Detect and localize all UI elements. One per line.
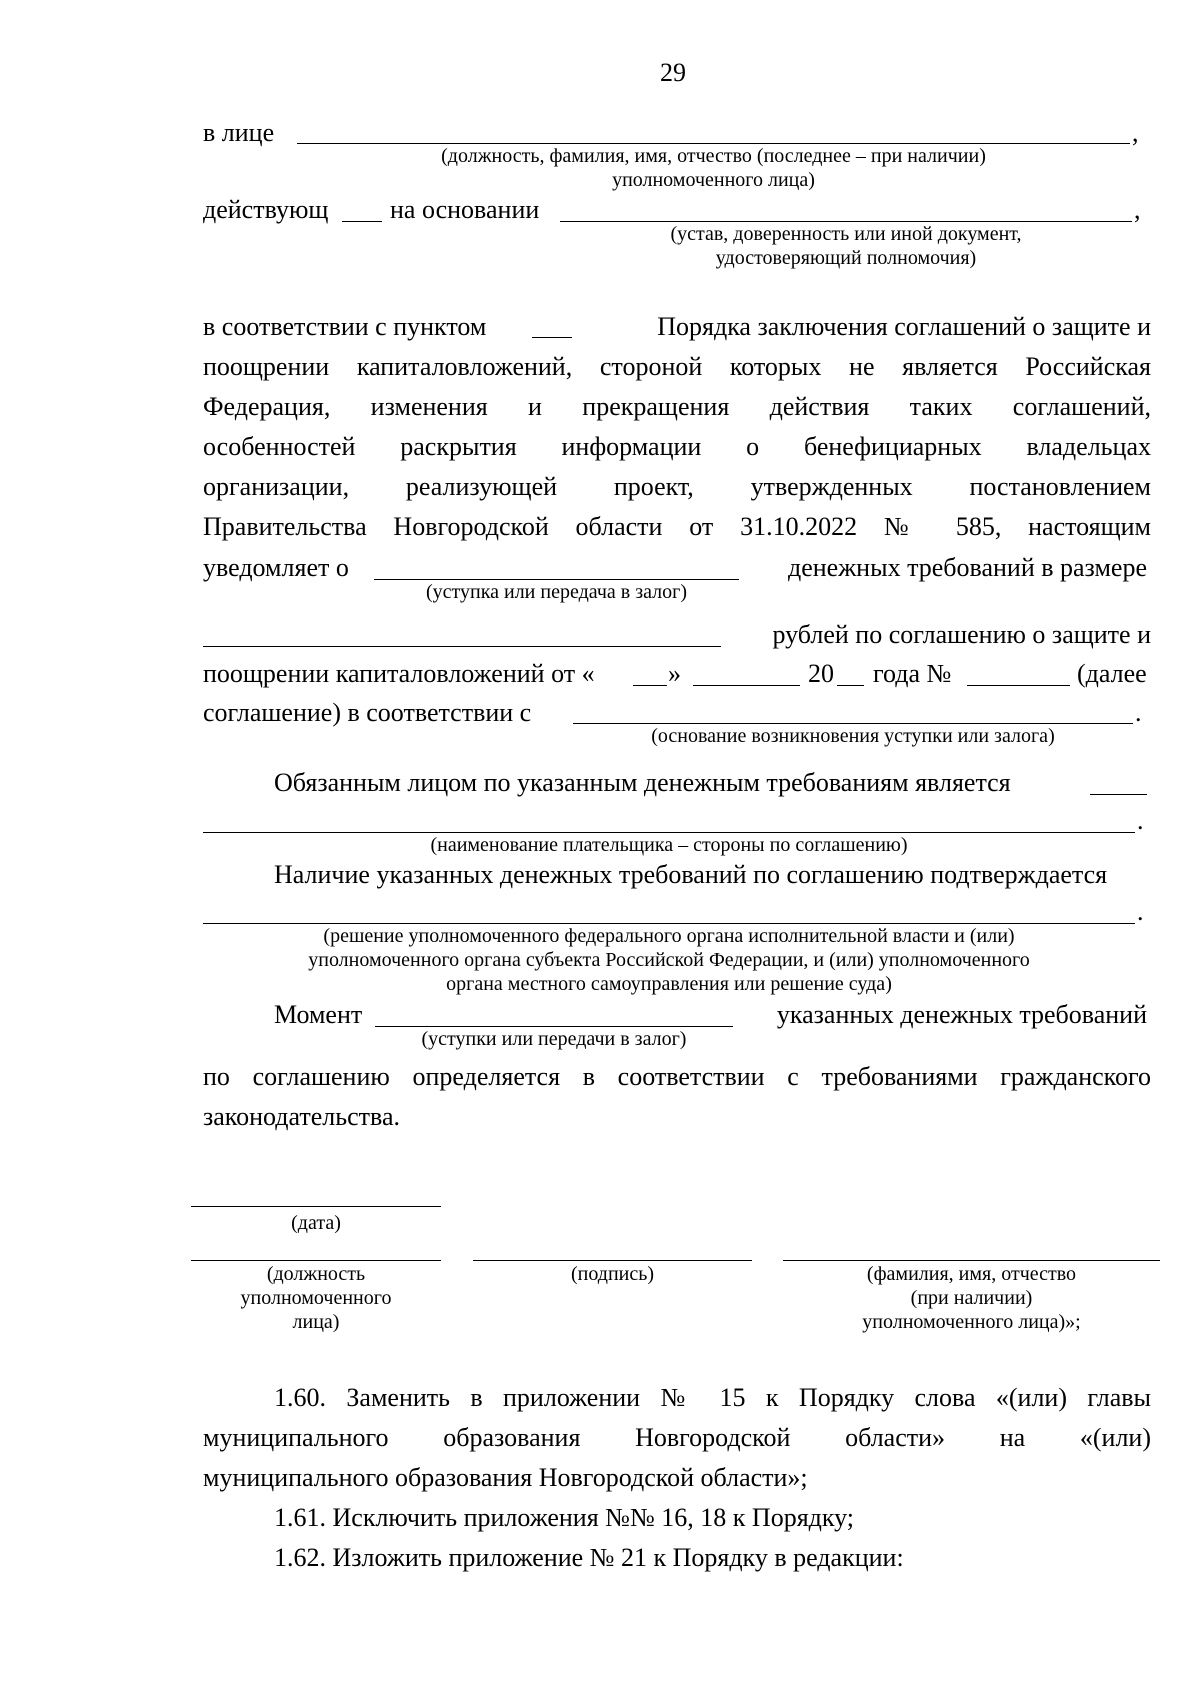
signature-label: (подпись) [570,1263,655,1285]
main-l1-blank [532,337,572,338]
in-person-comma: , [1132,118,1139,147]
main-l9-year-blank [837,685,864,686]
full-name-label-line3: уполномоченного лица)»; [862,1311,1081,1333]
main-l7-b: денежных требований в размере [788,553,1147,582]
acting-blank [342,221,382,222]
confirmation-note-line3: органа местного самоуправления или решение суда) [446,973,892,995]
obligor-text: Обязанным лицом по указанным денежным требованиям является [274,768,1011,797]
obligor-note: (наименование плательщика – стороны по соглашению) [430,834,908,856]
confirmation-note-line1: (решение уполномоченного федерального органа исполнительной власти и (или) [323,925,1015,947]
signature-line [473,1260,752,1261]
main-l9-a: поощрении капиталовложений от « [203,659,595,688]
main-l7-blank [374,579,739,580]
main-l4: особенностей раскрытия информации о бенефициарных владельцах [203,434,1151,461]
basis-note-line2: удостоверяющий полномочия) [715,247,977,269]
page-number: 29 [660,58,686,87]
on-basis-label: на основании [390,195,540,224]
main-l8-blank [203,646,721,647]
date-line [191,1206,441,1207]
main-l6: Правительства Новгородской области от 31.10.2022 № 585, настоящим [203,514,1151,541]
acting-label: действующ [203,195,329,224]
confirmation-note-line2: уполномоченного органа субъекта Российской Федерации, и (или) уполномоченного [308,949,1030,971]
main-l2: поощрении капиталовложений, стороной которых не является Российская [203,354,1151,381]
main-l9-c: 20 [808,659,834,688]
amendment-1-60-line3: муниципального образования Новгородской области»; [203,1463,808,1492]
position-label-line3: лица) [292,1311,340,1333]
position-label-line2: уполномоченного [240,1287,392,1309]
obligor-blank-2 [203,832,1135,833]
full-name-line [783,1260,1160,1261]
moment-blank [375,1026,733,1027]
main-l3: Федерация, изменения и прекращения действия таких соглашений, [203,394,1151,421]
main-l10-a: соглашение) в соответствии с [203,698,532,727]
position-line [191,1260,441,1261]
main-l10-blank [573,723,1133,724]
date-label: (дата) [291,1212,341,1234]
basis-note-line1: (устав, доверенность или иной документ, [670,223,1022,245]
main-l1-a: в соответствии с пунктом [203,312,487,341]
confirmation-dot: . [1137,897,1144,926]
main-l10-dot: . [1135,698,1142,727]
amendment-1-62: 1.62. Изложить приложение № 21 к Порядку в редакции: [274,1543,904,1572]
main-l8: рублей по соглашению о защите и [772,620,1151,649]
basis-comma: , [1134,195,1141,224]
main-l9-b: » [668,659,681,688]
main-l10-note: (основание возникновения уступки или залога) [651,725,1055,747]
main-l1-b: Порядка заключения соглашений о защите и [657,312,1151,341]
full-name-label-line1: (фамилия, имя, отчество [866,1263,1077,1285]
in-person-blank [297,143,1130,144]
main-l9-e: (далее [1077,659,1147,688]
amendment-1-60-line2: муниципального образования Новгородской области» на «(или) [203,1425,1151,1452]
main-l5: организации, реализующей проект, утвержденных постановлением [203,474,1151,501]
moment-label: Момент [274,1000,363,1029]
full-name-label-line2: (при наличии) [910,1287,1033,1309]
moment-cont-line2: законодательства. [203,1102,400,1131]
main-l9-month-blank [693,685,800,686]
obligor-blank-1 [1090,794,1147,795]
confirmation-text: Наличие указанных денежных требований по соглашению подтверждается [274,860,1108,889]
main-l9-d: года № [873,659,952,688]
main-l7-a: уведомляет о [203,553,349,582]
moment-cont-line1: по соглашению определяется в соответствии с требованиями гражданского [203,1064,1151,1091]
main-l9-number-blank [967,685,1070,686]
amendment-1-60-line1: 1.60. Заменить в приложении № 15 к Порядку слова «(или) главы [274,1385,1151,1412]
in-person-note-line1: (должность, фамилия, имя, отчество (последнее – при наличии) [441,145,986,167]
main-l7-note: (уступка или передача в залог) [425,581,687,603]
in-person-note-line2: уполномоченного лица) [612,169,815,191]
in-person-label: в лице [203,118,275,147]
position-label-line1: (должность [266,1263,366,1285]
main-l9-day-blank [633,685,667,686]
amendment-1-61: 1.61. Исключить приложения №№ 16, 18 к Порядку; [274,1503,855,1532]
confirmation-blank [203,923,1135,924]
moment-text: указанных денежных требований [776,1000,1147,1029]
moment-note: (уступки или передачи в залог) [421,1028,687,1050]
obligor-dot: . [1137,806,1144,835]
basis-blank [560,221,1132,222]
